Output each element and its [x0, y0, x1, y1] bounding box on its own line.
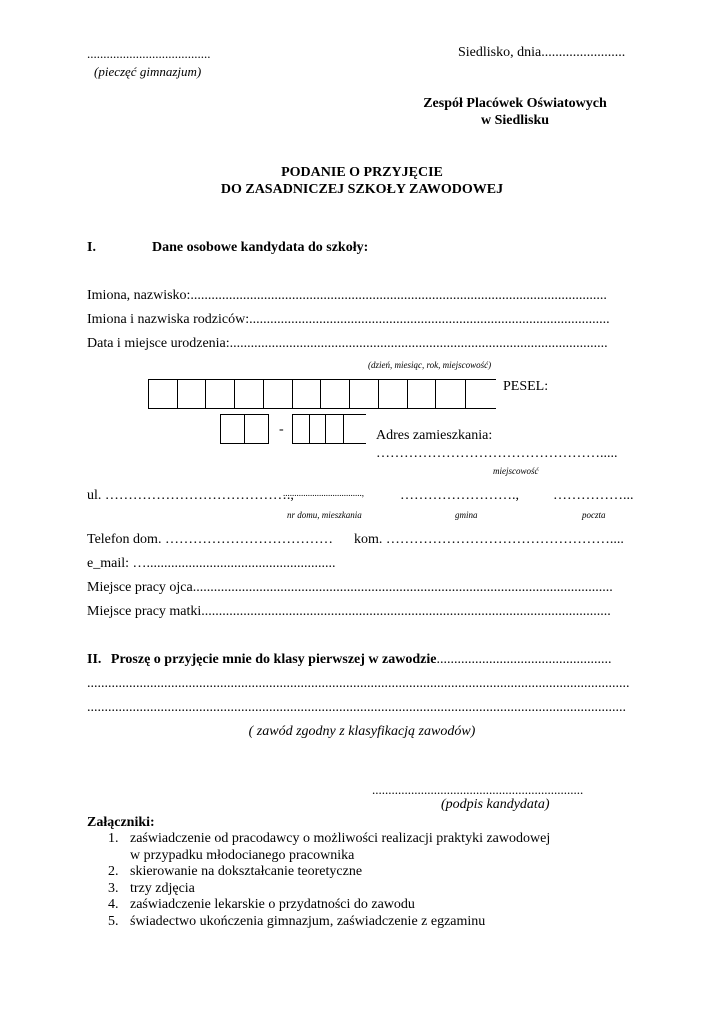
section1-number: I.	[87, 240, 96, 255]
house-number-hint: nr domu, mieszkania	[287, 510, 362, 520]
poczta-hint: poczta	[582, 510, 606, 520]
digit-cell[interactable]	[221, 415, 245, 443]
signature-field[interactable]: .................................................................	[372, 782, 584, 797]
attachment-number: 3.	[108, 880, 119, 896]
pesel-bottom-line	[466, 408, 496, 409]
section2-number: II.	[87, 652, 102, 667]
title-line1: PODANIE O PRZYJĘCIE	[281, 165, 443, 180]
stamp-dots: ......................................	[87, 46, 211, 61]
stamp-label: (pieczęć gimnazjum)	[94, 64, 202, 79]
address-label: Adres zamieszkania:	[376, 428, 493, 443]
father-work-field[interactable]: Miejsce pracy ojca........................................................................................................................	[87, 580, 613, 595]
postal-bottom-line	[344, 443, 366, 444]
digit-cell[interactable]	[149, 380, 178, 408]
address-hint: miejscowość	[493, 466, 539, 476]
attachment-item	[108, 881, 550, 898]
profession-line1[interactable]: ...........................................................................................................................................................	[87, 676, 630, 691]
pesel-boxes[interactable]	[148, 379, 466, 409]
mother-work-field[interactable]: Miejsce pracy matki.....................................................................................................................	[87, 604, 611, 619]
street-field[interactable]: ul. ………………………………….,	[87, 488, 294, 503]
digit-cell[interactable]	[310, 415, 327, 443]
section2-heading: Proszę o przyjęcie mnie do klasy pierwszej w zawodzie	[110, 652, 437, 667]
postal-code-right-boxes[interactable]	[292, 414, 344, 444]
signature-label: (podpis kandydata)	[441, 797, 550, 812]
digit-cell[interactable]	[350, 380, 379, 408]
profession-hint: ( zawód zgodny z klasyfikacją zawodów)	[248, 724, 476, 739]
digit-cell[interactable]	[206, 380, 235, 408]
attachment-number: 1.	[108, 831, 119, 846]
mobile-field[interactable]: kom. …………………………………………....	[354, 532, 624, 547]
attachment-item	[108, 914, 550, 931]
attachment-text: w przypadku młodocianego pracownika	[130, 847, 355, 863]
section2-row	[87, 652, 611, 668]
profession-line2[interactable]: ..........................................................................................................................................................	[87, 700, 626, 715]
birth-hint: (dzień, miesiąc, rok, miejscowość)	[368, 360, 492, 370]
attachment-text: skierowanie na dokształcanie teoretyczne	[130, 864, 363, 879]
digit-cell[interactable]	[379, 380, 408, 408]
pesel-label: PESEL:	[503, 379, 549, 394]
postal-top-line	[344, 414, 366, 415]
digit-cell[interactable]	[293, 415, 310, 443]
profession-field[interactable]: ..................................................	[436, 652, 612, 667]
addressee-line1: Zespół Placówek Oświatowych	[423, 96, 607, 111]
poczta-field[interactable]: ……………...	[553, 488, 634, 503]
attachment-item	[108, 831, 550, 848]
attachment-item	[108, 864, 550, 881]
digit-cell[interactable]	[235, 380, 264, 408]
parents-field[interactable]: Imiona i nazwiska rodziców:.......................................................................................................	[87, 312, 610, 327]
digit-cell[interactable]	[408, 380, 437, 408]
title-line2: DO ZASADNICZEJ SZKOŁY ZAWODOWEJ	[220, 182, 504, 197]
postal-code-left-boxes[interactable]	[220, 414, 269, 444]
place-date: Siedlisko, dnia........................	[458, 45, 626, 60]
attachments-list	[108, 831, 550, 930]
attachment-item	[108, 848, 550, 865]
gmina-field[interactable]: …………………….,	[400, 488, 519, 503]
attachment-number: 5.	[108, 913, 119, 929]
gmina-hint: gmina	[455, 510, 478, 520]
digit-cell[interactable]	[264, 380, 293, 408]
digit-cell[interactable]	[293, 380, 322, 408]
names-field[interactable]: Imiona, nazwisko:.......................................................................................................................	[87, 288, 607, 303]
digit-cell[interactable]	[321, 380, 350, 408]
phone-field[interactable]: Telefon dom. ………………………………	[87, 532, 333, 547]
attachment-number: 2.	[108, 864, 119, 879]
postal-dash: -	[279, 422, 284, 437]
attachment-number: 4.	[108, 897, 119, 912]
attachments-heading: Załączniki:	[87, 815, 155, 830]
pesel-top-line	[466, 379, 496, 380]
birth-field[interactable]: Data i miejsce urodzenia:............................................................................................................	[87, 336, 608, 351]
attachment-text: świadectwo ukończenia gimnazjum, zaświadczenie z egzaminu	[130, 913, 486, 929]
attachment-text: trzy zdjęcia	[130, 880, 195, 896]
attachment-item	[108, 897, 550, 914]
section1-heading: Dane osobowe kandydata do szkoły:	[152, 240, 369, 255]
house-number-field[interactable]: ...................................,	[283, 488, 364, 498]
addressee-line2: w Siedlisku	[480, 113, 550, 128]
email-field[interactable]: e_mail: …......................................................	[87, 556, 336, 571]
attachment-text: zaświadczenie od pracodawcy o możliwości realizacji praktyki zawodowej	[130, 831, 551, 846]
attachment-text: zaświadczenie lekarskie o przydatności do zawodu	[130, 897, 415, 912]
digit-cell[interactable]	[178, 380, 207, 408]
address-field[interactable]: ………………………………………….....	[376, 446, 618, 461]
